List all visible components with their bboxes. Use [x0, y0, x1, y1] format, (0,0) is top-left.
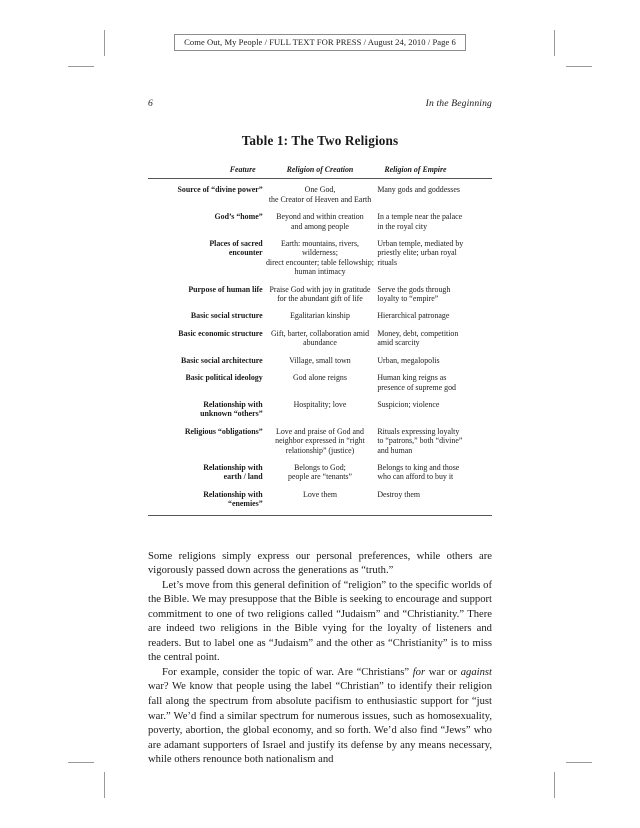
- crop-mark-bottom-left-horizontal: [68, 762, 94, 763]
- table-row: [148, 369, 492, 396]
- column-header-feature: Feature: [229, 165, 256, 174]
- table-row: [148, 396, 492, 423]
- table-bottom-rule: [148, 515, 492, 516]
- running-title: In the Beginning: [425, 98, 492, 109]
- table-header-row: [148, 161, 492, 179]
- press-slug: Come Out, My People / FULL TEXT FOR PRESS / August 24, 2010 / Page 6: [174, 34, 466, 51]
- column-header-religion-of-creation: Religion of Creation: [286, 165, 354, 174]
- table-title: Table 1: The Two Religions: [241, 133, 399, 148]
- cell-creation-3: Praise God with joy in gratitude for the abundant gift of life: [269, 284, 371, 304]
- crop-mark-top-right-horizontal: [566, 66, 592, 67]
- cell-creation-6: Village, small town: [289, 355, 351, 365]
- table-body: [148, 179, 492, 513]
- table-row: [148, 459, 492, 486]
- emphasis-for: for: [412, 666, 426, 678]
- paragraph-2: Let’s move from this general definition of “religion” to the specific worlds of the Bible. We may presuppose that the Bible is seeking to encourage and support commitment to one of two religions called “Judaism” and “Christianity.” There are indeed two religions in the Bible vying for the loyalty of listeners and readers. But to label one as “Judaism” and the other as “Christianity” is to miss the central point.: [148, 579, 492, 664]
- cell-empire-3: Serve the gods through loyalty to “empire”: [377, 284, 451, 304]
- two-religions-table: [148, 161, 492, 513]
- table-row: [148, 352, 492, 369]
- cell-creation-9: Love and praise of God and neighbor expressed in “right relationship” (justice): [275, 426, 365, 455]
- cell-creation-1: Beyond and within creation and among people: [276, 212, 364, 231]
- cell-empire-7: Human king reigns as presence of supreme god: [377, 373, 456, 392]
- paragraph-3-part-c: war? We know that people using the label “Christian” to identify their religion fall along the spectrum from absolute pacifism to enthusiastic support for “just war.” We’d find a similar spectrum for numerous issues, such as homosexuality, poverty, abortion, the global economy, and so forth. We’d also find “Jews” who are adamant supporters of Israel and justify its defense by any means necessary, while others renounce both nationalism and: [148, 681, 492, 766]
- cell-empire-10: Belongs to king and those who can afford to buy it: [377, 462, 460, 482]
- cell-empire-6: Urban, megalopolis: [377, 355, 440, 365]
- table-row: [148, 208, 492, 235]
- cell-empire-1: In a temple near the palace in the royal city: [377, 212, 463, 231]
- cell-empire-9: Rituals expressing loyalty to “patrons,” both “divine” and human: [377, 426, 463, 455]
- cell-empire-4: Hierarchical patronage: [377, 311, 450, 321]
- table-row: [148, 281, 492, 308]
- cell-feature-9: Religious “obligations”: [184, 426, 263, 436]
- running-head: [148, 98, 492, 109]
- cell-creation-11: Love them: [303, 489, 337, 499]
- paragraph-3: [148, 666, 492, 768]
- cell-creation-7: God alone reigns: [293, 373, 347, 383]
- cell-feature-6: Basic social architecture: [180, 355, 263, 365]
- table-row: [148, 307, 492, 324]
- table-row: [148, 423, 492, 459]
- cell-empire-5: Money, debt, competition amid scarcity: [377, 328, 459, 348]
- crop-mark-bottom-right-vertical: [554, 772, 555, 798]
- cell-feature-7: Basic political ideology: [185, 373, 263, 383]
- cell-empire-11: Destroy them: [377, 489, 421, 499]
- page-number: 6: [148, 98, 153, 109]
- cell-feature-2: Places of sacred encounter: [209, 239, 263, 258]
- column-header-religion-of-empire: Religion of Empire: [384, 165, 447, 174]
- cell-creation-5: Gift, barter, collaboration amid abundance: [270, 328, 370, 348]
- cell-feature-10: Relationship with earth / land: [203, 462, 263, 482]
- cell-creation-8: Hospitality; love: [293, 399, 347, 409]
- crop-mark-bottom-right-horizontal: [566, 762, 592, 763]
- crop-mark-bottom-left-vertical: [104, 772, 105, 798]
- crop-mark-top-left-horizontal: [68, 66, 94, 67]
- cell-empire-8: Suspicion; violence: [377, 399, 440, 409]
- cell-feature-3: Purpose of human life: [188, 284, 263, 294]
- cell-empire-2: Urban temple, mediated by priestly elite; urban royal rituals: [377, 239, 464, 267]
- cell-creation-2: Earth: mountains, rivers, wilderness; direct encounter; table fellowship; human intimacy: [265, 239, 374, 277]
- cell-creation-4: Egalitarian kinship: [290, 311, 350, 321]
- cell-creation-0: One God, the Creator of Heaven and Earth: [268, 185, 372, 204]
- body-text: [148, 550, 492, 768]
- table-row: [148, 235, 492, 281]
- table-row: [148, 325, 492, 352]
- cell-creation-10: Belongs to God; people are “tenants”: [288, 462, 352, 482]
- table-row: [148, 179, 492, 208]
- paragraph-1: Some religions simply express our personal preferences, while others are vigorously passed down across the generations as “truth.”: [148, 550, 492, 577]
- cell-empire-0: Many gods and goddesses: [377, 185, 460, 195]
- paragraph-3-part-a: For example, consider the topic of war. Are “Christians”: [162, 666, 413, 678]
- paragraph-3-part-b: war or: [425, 666, 461, 678]
- cell-feature-8: Relationship with unknown “others”: [200, 399, 263, 419]
- cell-feature-5: Basic economic structure: [178, 328, 263, 338]
- cell-feature-1: God’s “home”: [214, 212, 263, 222]
- table-header: [148, 161, 492, 179]
- cell-feature-4: Basic social structure: [190, 311, 263, 321]
- crop-mark-top-left-vertical: [104, 30, 105, 56]
- emphasis-against: against: [460, 666, 492, 678]
- cell-feature-11: Relationship with “enemies”: [203, 489, 263, 509]
- cell-feature-0: Source of “divine power”: [177, 185, 263, 195]
- crop-mark-top-right-vertical: [554, 30, 555, 56]
- table-row: [148, 486, 492, 513]
- page-content: [148, 98, 492, 768]
